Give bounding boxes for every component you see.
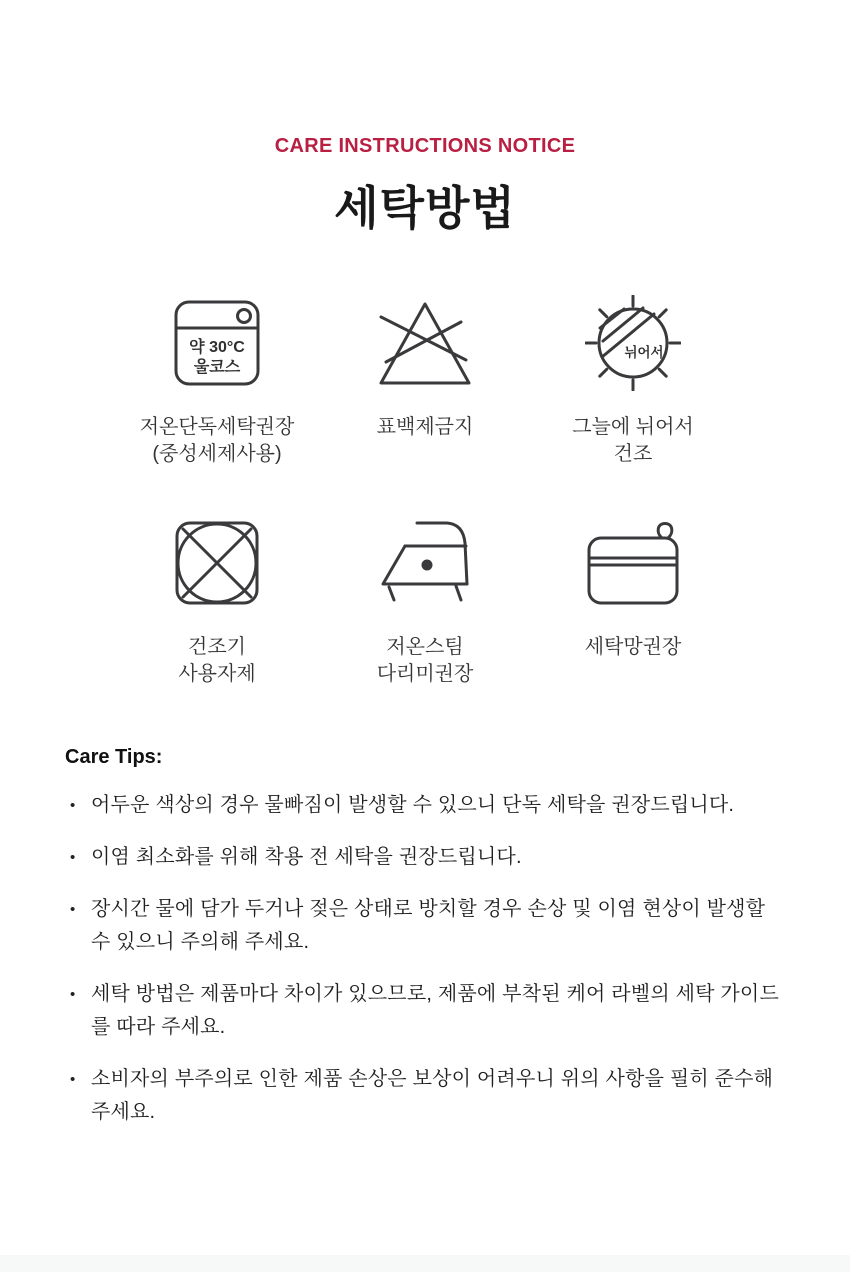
symbol-label: 건조기 사용자제: [178, 636, 256, 685]
bullet-marker: •: [70, 797, 76, 814]
no-tumble-dry-icon: [113, 514, 321, 612]
care-symbol-cell: [113, 514, 321, 688]
care-tips-list: [65, 789, 790, 1129]
care-tips-section: [65, 746, 790, 1129]
laundry-net-icon: [529, 514, 737, 612]
symbol-label: 저온스팀 다리미권장: [376, 636, 474, 685]
tip-text: 장시간 물에 담가 두거나 젖은 상태로 방치할 경우 손상 및 이염 현상이 발생할 수 있으니 주의해 주세요.: [91, 898, 766, 953]
washer-temp-text: 약 30°C: [189, 339, 245, 356]
bullet-marker: •: [70, 849, 76, 866]
shade-flat-dry-icon: [529, 294, 737, 392]
tip-text: 어두운 색상의 경우 물빠짐이 발생할 수 있으니 단독 세탁을 권장드립니다.: [91, 794, 735, 816]
list-item: [65, 893, 790, 959]
list-item: [65, 1063, 790, 1129]
care-symbol-cell: [321, 294, 529, 468]
care-tips-heading: Care Tips:: [65, 746, 163, 768]
notice-eyebrow: CARE INSTRUCTIONS NOTICE: [274, 135, 576, 157]
list-item: [65, 978, 790, 1044]
care-symbol-cell: [529, 514, 737, 688]
washer-cycle-text: 울코스: [193, 359, 241, 376]
tip-text: 이염 최소화를 위해 착용 전 세탁을 권장드립니다.: [91, 846, 522, 868]
low-steam-iron-icon: [321, 514, 529, 612]
bullet-marker: •: [70, 901, 76, 918]
care-symbol-cell: [113, 294, 321, 468]
bullet-marker: •: [70, 986, 76, 1003]
list-item: [65, 789, 790, 822]
list-item: [65, 841, 790, 874]
tip-text: 세탁 방법은 제품마다 차이가 있으므로, 제품에 부착된 케어 라벨의 세탁 가이드를 따라 주세요.: [91, 983, 779, 1038]
care-symbol-cell: [321, 514, 529, 688]
symbol-label: 그늘에 뉘어서 건조: [572, 416, 694, 465]
care-symbol-cell: [529, 294, 737, 468]
header: [0, 0, 850, 238]
page-title: 세탁방법: [334, 182, 516, 234]
washer-30c-wool-icon: [113, 294, 321, 392]
tip-text: 소비자의 부주의로 인한 제품 손상은 보상이 어려우니 위의 사항을 필히 준수해 주세요.: [91, 1068, 774, 1123]
bullet-marker: •: [70, 1071, 76, 1088]
symbol-label: 저온단독세탁권장 (중성세제사용): [139, 416, 295, 465]
symbol-label: 표백제금지: [376, 416, 474, 438]
shade-dry-badge-text: 뉘어서: [624, 345, 664, 360]
symbol-label: 세탁망권장: [584, 636, 682, 658]
no-bleach-icon: [321, 294, 529, 392]
footer-strip: [0, 1255, 850, 1272]
care-symbols-grid: [113, 294, 737, 688]
